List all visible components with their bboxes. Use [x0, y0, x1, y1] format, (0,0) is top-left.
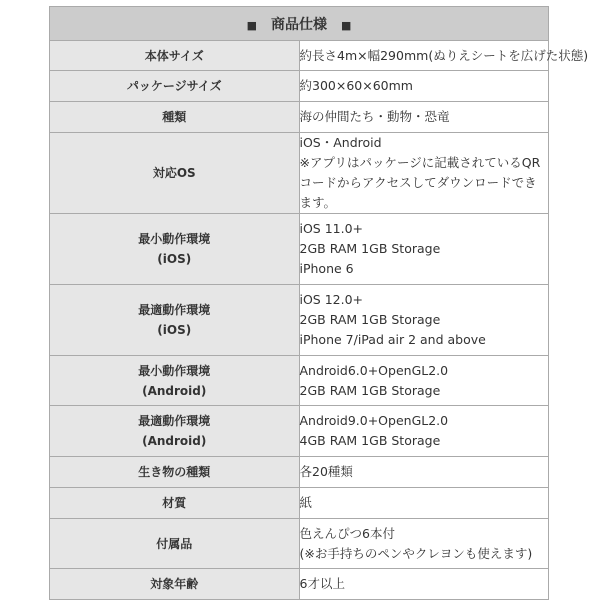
spec-label-line: 対応OS [152, 166, 196, 180]
spec-value [299, 488, 549, 519]
spec-value-line: iOS 11.0+ [299, 221, 364, 236]
spec-value-line: 4GB RAM 1GB Storage [299, 433, 441, 448]
spec-value [299, 285, 549, 356]
spec-value [299, 519, 549, 569]
spec-title [50, 7, 549, 41]
spec-label-line: (iOS) [157, 252, 192, 266]
spec-label-line: 対象年齢 [150, 577, 199, 591]
spec-label-line: 材質 [162, 496, 187, 510]
spec-label-line: 本体サイズ [144, 48, 204, 63]
spec-value-line: 2GB RAM 1GB Storage [299, 241, 441, 256]
spec-value [299, 214, 549, 285]
spec-value [299, 71, 549, 102]
spec-label [50, 41, 300, 71]
title-row [50, 7, 549, 41]
spec-label [50, 519, 300, 569]
spec-title-text: 商品仕様 [271, 16, 327, 33]
spec-label [50, 133, 300, 214]
spec-label-line: (Android) [142, 383, 207, 398]
spec-row [50, 41, 549, 71]
spec-value-line: 約300×60×60mm [299, 78, 413, 93]
spec-label [50, 214, 300, 285]
spec-value-line: Android9.0+OpenGL2.0 [299, 413, 449, 428]
square-marker-icon: ■ [246, 18, 257, 32]
spec-value-line: 6才以上 [299, 576, 345, 591]
spec-row [50, 406, 549, 457]
spec-value-line: 2GB RAM 1GB Storage [299, 312, 441, 327]
spec-label [50, 102, 300, 133]
spec-label [50, 457, 300, 488]
spec-value-line: Android6.0+OpenGL2.0 [299, 362, 449, 378]
spec-value [299, 102, 549, 133]
spec-value-line: iPhone 7/iPad air 2 and above [299, 332, 486, 347]
spec-table-body [50, 7, 589, 600]
spec-row [50, 488, 549, 519]
spec-row [50, 519, 549, 569]
spec-value-line: 色えんぴつ6本付 [299, 525, 395, 541]
spec-label [50, 356, 300, 406]
spec-label [50, 71, 300, 102]
spec-label-line: 最適動作環境 [138, 303, 211, 317]
spec-label-line: 最小動作環境 [138, 363, 211, 378]
spec-value [299, 406, 549, 457]
spec-label-line: 最適動作環境 [138, 414, 211, 428]
spec-value-line: 約長さ4m×幅290mm(ぬりえシートを広げた状態) [299, 47, 589, 63]
spec-label-line: (iOS) [157, 323, 192, 337]
spec-row [50, 71, 549, 102]
spec-label-line: 種類 [162, 110, 187, 124]
spec-label-line: 付属品 [156, 536, 193, 551]
spec-row [50, 569, 549, 600]
spec-value [299, 356, 549, 406]
spec-row [50, 457, 549, 488]
spec-label-line: 生き物の種類 [138, 465, 211, 479]
spec-value-line: 紙 [299, 495, 313, 510]
spec-label-line: 最小動作環境 [138, 232, 211, 246]
spec-label-line: パッケージサイズ [126, 79, 222, 93]
spec-row [50, 356, 549, 406]
spec-label [50, 569, 300, 600]
spec-value-line: ※アプリはパッケージに記載されているQRコードからアクセスしてダウンロードできます。 [299, 155, 541, 210]
spec-value [299, 569, 549, 600]
spec-value-line: 各20種類 [299, 464, 353, 479]
spec-row [50, 133, 549, 214]
spec-value-line: 2GB RAM 1GB Storage [299, 382, 441, 398]
spec-row [50, 102, 549, 133]
spec-row [50, 214, 549, 285]
spec-value-line: iPhone 6 [299, 261, 354, 276]
spec-value [299, 457, 549, 488]
spec-value-line: 海の仲間たち・動物・恐竜 [299, 109, 450, 124]
spec-value [299, 133, 549, 214]
spec-label [50, 406, 300, 457]
spec-value-line: iOS・Android [299, 135, 382, 150]
spec-value-line: (※お手持ちのペンやクレヨンも使えます) [299, 545, 533, 561]
spec-value-line: iOS 12.0+ [299, 292, 364, 307]
spec-label-line: (Android) [142, 434, 207, 448]
square-marker-icon: ■ [341, 18, 352, 32]
spec-row [50, 285, 549, 356]
spec-value [299, 41, 589, 71]
spec-label [50, 488, 300, 519]
spec-label [50, 285, 300, 356]
spec-table [49, 6, 589, 600]
